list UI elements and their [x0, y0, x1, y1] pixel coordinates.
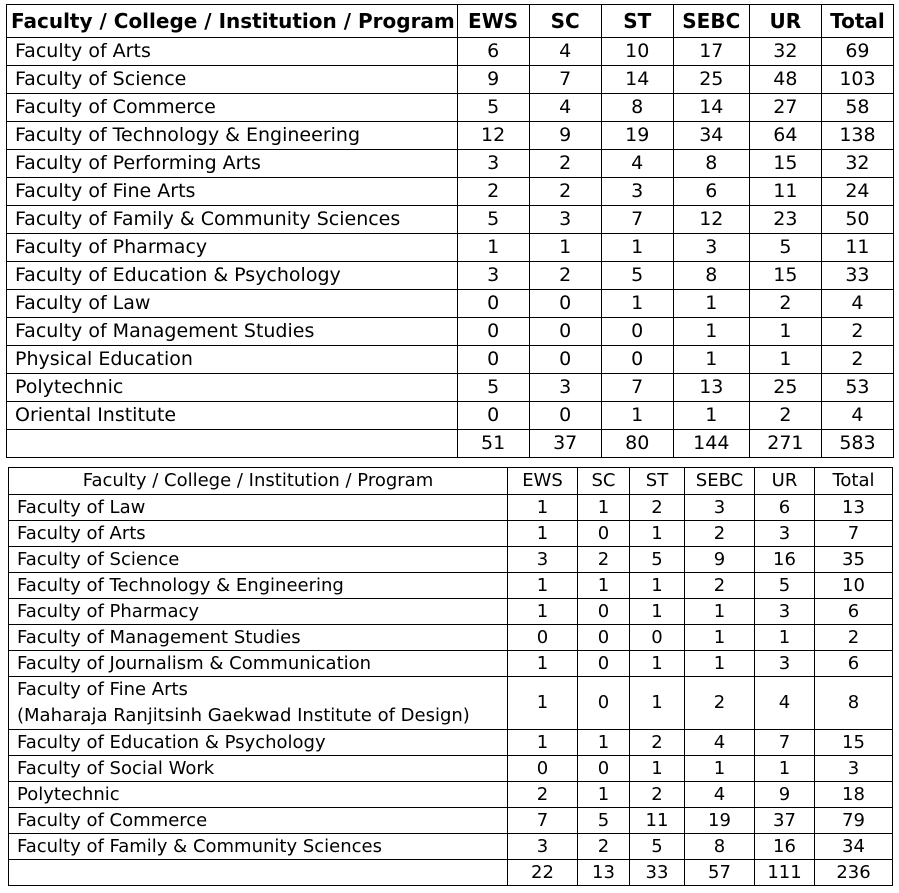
cell-program: Faculty of Science — [9, 547, 508, 573]
cell-sebc: 3 — [685, 495, 755, 521]
cell-ur: 64 — [749, 122, 821, 150]
header-st: ST — [630, 468, 685, 495]
cell-ur: 15 — [749, 262, 821, 290]
cell-program: Faculty of Performing Arts — [7, 150, 458, 178]
cell-ur: 1 — [755, 756, 815, 782]
cell-ews: 1 — [457, 234, 529, 262]
total-st: 33 — [630, 860, 685, 886]
cell-ews: 0 — [457, 402, 529, 430]
cell-program: Faculty of Education & Psychology — [9, 730, 508, 756]
cell-ews: 0 — [508, 756, 578, 782]
cell-st: 14 — [601, 66, 673, 94]
cell-sc: 0 — [578, 599, 630, 625]
cell-sc: 1 — [578, 495, 630, 521]
cell-ews: 5 — [457, 94, 529, 122]
cell-sebc: 2 — [685, 677, 755, 730]
cell-sebc: 14 — [673, 94, 749, 122]
cell-program: Faculty of Social Work — [9, 756, 508, 782]
cell-program: Faculty of Education & Psychology — [7, 262, 458, 290]
cell-ews: 1 — [508, 651, 578, 677]
header-total: Total — [815, 468, 893, 495]
cell-st: 8 — [601, 94, 673, 122]
header-ews: EWS — [457, 5, 529, 38]
cell-ur: 27 — [749, 94, 821, 122]
total-sebc: 57 — [685, 860, 755, 886]
header-ur: UR — [749, 5, 821, 38]
cell-ews: 3 — [457, 262, 529, 290]
cell-ews: 1 — [508, 730, 578, 756]
cell-sc: 2 — [529, 262, 601, 290]
cell-ur: 32 — [749, 38, 821, 66]
cell-st: 4 — [601, 150, 673, 178]
cell-total: 103 — [821, 66, 893, 94]
cell-program: Faculty of Fine Arts — [7, 178, 458, 206]
cell-sebc: 1 — [685, 625, 755, 651]
cell-st: 2 — [630, 782, 685, 808]
cell-st: 5 — [601, 262, 673, 290]
table-row — [9, 651, 893, 677]
table-row — [7, 346, 894, 374]
cell-sc: 0 — [529, 318, 601, 346]
cell-ews: 3 — [508, 834, 578, 860]
cell-ur: 2 — [749, 402, 821, 430]
cell-ews: 3 — [457, 150, 529, 178]
table-row — [9, 782, 893, 808]
cell-sebc: 1 — [685, 756, 755, 782]
cell-ews: 7 — [508, 808, 578, 834]
cell-sc: 4 — [529, 38, 601, 66]
cell-ews: 9 — [457, 66, 529, 94]
cell-sc: 1 — [578, 573, 630, 599]
header-sc: SC — [529, 5, 601, 38]
cell-sc: 2 — [578, 834, 630, 860]
total-ews: 51 — [457, 430, 529, 458]
cell-st: 7 — [601, 206, 673, 234]
cell-st: 7 — [601, 374, 673, 402]
cell-sc: 0 — [578, 651, 630, 677]
cell-ews: 1 — [508, 521, 578, 547]
cell-sc: 3 — [529, 206, 601, 234]
cell-total: 18 — [815, 782, 893, 808]
cell-st: 3 — [601, 178, 673, 206]
cell-ur: 5 — [749, 234, 821, 262]
cell-total: 10 — [815, 573, 893, 599]
table-row — [7, 290, 894, 318]
cell-sc: 0 — [529, 346, 601, 374]
cell-total: 58 — [821, 94, 893, 122]
table-row — [9, 730, 893, 756]
cell-total: 4 — [821, 402, 893, 430]
cell-ews: 3 — [508, 547, 578, 573]
table-row — [7, 234, 894, 262]
header-sebc: SEBC — [673, 5, 749, 38]
cell-st: 2 — [630, 495, 685, 521]
cell-ur: 11 — [749, 178, 821, 206]
cell-sebc: 1 — [673, 318, 749, 346]
cell-program: Faculty of Law — [9, 495, 508, 521]
cell-total: 50 — [821, 206, 893, 234]
cell-st: 1 — [601, 402, 673, 430]
header-ur: UR — [755, 468, 815, 495]
table-row — [9, 495, 893, 521]
cell-sc: 1 — [578, 782, 630, 808]
cell-sc: 3 — [529, 374, 601, 402]
cell-program — [9, 677, 508, 730]
cell-ur: 3 — [755, 521, 815, 547]
table-row — [9, 573, 893, 599]
program-name: Faculty of Fine Arts — [17, 679, 188, 700]
cell-st: 1 — [630, 521, 685, 547]
cell-total: 8 — [815, 677, 893, 730]
cell-sc: 0 — [578, 625, 630, 651]
table-row — [9, 808, 893, 834]
table-row — [7, 374, 894, 402]
header-program: Faculty / College / Institution / Program — [9, 468, 508, 495]
cell-sebc: 2 — [685, 573, 755, 599]
cell-ur: 16 — [755, 547, 815, 573]
cell-ur: 37 — [755, 808, 815, 834]
cell-sebc: 1 — [673, 346, 749, 374]
table-row — [9, 547, 893, 573]
cell-program: Faculty of Commerce — [9, 808, 508, 834]
table-header-row — [7, 5, 894, 38]
cell-st: 1 — [630, 756, 685, 782]
table-row — [7, 66, 894, 94]
cell-sc: 4 — [529, 94, 601, 122]
cell-st: 1 — [601, 290, 673, 318]
cell-sebc: 12 — [673, 206, 749, 234]
table-row — [9, 834, 893, 860]
cell-program: Oriental Institute — [7, 402, 458, 430]
cell-sebc: 1 — [673, 402, 749, 430]
cell-st: 1 — [630, 573, 685, 599]
cell-ur: 25 — [749, 374, 821, 402]
cell-sc: 2 — [529, 150, 601, 178]
cell-sc: 1 — [529, 234, 601, 262]
cell-sebc: 2 — [685, 521, 755, 547]
cell-sc: 2 — [578, 547, 630, 573]
cell-program: Faculty of Technology & Engineering — [9, 573, 508, 599]
total-total: 236 — [815, 860, 893, 886]
cell-ews: 0 — [457, 346, 529, 374]
table-row — [7, 122, 894, 150]
cell-ur: 1 — [755, 625, 815, 651]
cell-program: Faculty of Arts — [9, 521, 508, 547]
cell-st: 11 — [630, 808, 685, 834]
cell-sebc: 9 — [685, 547, 755, 573]
cell-total: 2 — [821, 318, 893, 346]
cell-ur: 2 — [749, 290, 821, 318]
cell-st: 5 — [630, 834, 685, 860]
cell-sc: 0 — [578, 521, 630, 547]
header-total: Total — [821, 5, 893, 38]
cell-total: 24 — [821, 178, 893, 206]
cell-sebc: 19 — [685, 808, 755, 834]
seat-table-2 — [8, 467, 893, 886]
cell-ews: 12 — [457, 122, 529, 150]
cell-ur: 3 — [755, 599, 815, 625]
total-program — [7, 430, 458, 458]
cell-sc: 0 — [529, 402, 601, 430]
table-row — [7, 178, 894, 206]
cell-program: Faculty of Science — [7, 66, 458, 94]
cell-program: Faculty of Management Studies — [7, 318, 458, 346]
cell-program: Faculty of Family & Community Sciences — [7, 206, 458, 234]
cell-sebc: 3 — [673, 234, 749, 262]
cell-ur: 16 — [755, 834, 815, 860]
cell-st: 0 — [601, 318, 673, 346]
cell-sebc: 4 — [685, 730, 755, 756]
cell-st: 2 — [630, 730, 685, 756]
cell-st: 1 — [630, 677, 685, 730]
cell-ur: 5 — [755, 573, 815, 599]
cell-total: 15 — [815, 730, 893, 756]
cell-total: 3 — [815, 756, 893, 782]
cell-ur: 15 — [749, 150, 821, 178]
table-row — [7, 262, 894, 290]
cell-sc: 5 — [578, 808, 630, 834]
total-ur: 271 — [749, 430, 821, 458]
program-subtitle: (Maharaja Ranjitsinh Gaekwad Institute of Design) — [17, 705, 470, 727]
table-row — [7, 94, 894, 122]
header-st: ST — [601, 5, 673, 38]
cell-program: Physical Education — [7, 346, 458, 374]
cell-total: 6 — [815, 599, 893, 625]
cell-total: 79 — [815, 808, 893, 834]
cell-sebc: 8 — [685, 834, 755, 860]
cell-ews: 1 — [508, 573, 578, 599]
cell-sebc: 6 — [673, 178, 749, 206]
cell-program: Polytechnic — [9, 782, 508, 808]
cell-ews: 2 — [508, 782, 578, 808]
cell-program: Faculty of Arts — [7, 38, 458, 66]
cell-program: Faculty of Law — [7, 290, 458, 318]
cell-sc: 0 — [529, 290, 601, 318]
cell-program: Faculty of Family & Community Sciences — [9, 834, 508, 860]
table-row — [9, 599, 893, 625]
table-row — [7, 206, 894, 234]
totals-row — [7, 430, 894, 458]
cell-program: Faculty of Pharmacy — [7, 234, 458, 262]
cell-sc: 2 — [529, 178, 601, 206]
cell-st: 10 — [601, 38, 673, 66]
cell-sebc: 25 — [673, 66, 749, 94]
table-row — [9, 625, 893, 651]
table-row — [7, 38, 894, 66]
cell-ur: 48 — [749, 66, 821, 94]
total-program — [9, 860, 508, 886]
cell-total: 53 — [821, 374, 893, 402]
cell-sebc: 34 — [673, 122, 749, 150]
table-row — [7, 150, 894, 178]
cell-ews: 1 — [508, 495, 578, 521]
cell-program: Polytechnic — [7, 374, 458, 402]
cell-sebc: 1 — [673, 290, 749, 318]
cell-sebc: 4 — [685, 782, 755, 808]
cell-total: 34 — [815, 834, 893, 860]
cell-ews: 0 — [457, 290, 529, 318]
cell-ews: 1 — [508, 677, 578, 730]
cell-total: 69 — [821, 38, 893, 66]
cell-program: Faculty of Journalism & Communication — [9, 651, 508, 677]
cell-ews: 1 — [508, 599, 578, 625]
cell-ur: 23 — [749, 206, 821, 234]
cell-sc: 1 — [578, 730, 630, 756]
cell-ews: 0 — [508, 625, 578, 651]
total-sebc: 144 — [673, 430, 749, 458]
cell-ews: 5 — [457, 206, 529, 234]
cell-total: 2 — [815, 625, 893, 651]
cell-st: 1 — [630, 599, 685, 625]
cell-st: 19 — [601, 122, 673, 150]
cell-ur: 1 — [749, 318, 821, 346]
header-sc: SC — [578, 468, 630, 495]
cell-sebc: 8 — [673, 262, 749, 290]
table-row — [9, 521, 893, 547]
cell-program: Faculty of Commerce — [7, 94, 458, 122]
cell-sebc: 17 — [673, 38, 749, 66]
cell-total: 32 — [821, 150, 893, 178]
cell-ur: 1 — [749, 346, 821, 374]
cell-total: 2 — [821, 346, 893, 374]
cell-total: 11 — [821, 234, 893, 262]
cell-sebc: 1 — [685, 651, 755, 677]
cell-ur: 7 — [755, 730, 815, 756]
cell-total: 6 — [815, 651, 893, 677]
cell-st: 5 — [630, 547, 685, 573]
table-row — [9, 756, 893, 782]
cell-program: Faculty of Management Studies — [9, 625, 508, 651]
cell-sc: 0 — [578, 756, 630, 782]
total-total: 583 — [821, 430, 893, 458]
cell-ews: 5 — [457, 374, 529, 402]
cell-st: 1 — [601, 234, 673, 262]
cell-ews: 2 — [457, 178, 529, 206]
total-sc: 37 — [529, 430, 601, 458]
cell-total: 35 — [815, 547, 893, 573]
table-header-row — [9, 468, 893, 495]
cell-st: 0 — [630, 625, 685, 651]
seat-table-1 — [6, 4, 894, 458]
totals-row — [9, 860, 893, 886]
cell-ur: 4 — [755, 677, 815, 730]
table-row — [7, 318, 894, 346]
cell-total: 33 — [821, 262, 893, 290]
cell-sebc: 8 — [673, 150, 749, 178]
table-row — [7, 402, 894, 430]
cell-total: 138 — [821, 122, 893, 150]
cell-total: 13 — [815, 495, 893, 521]
cell-ews: 0 — [457, 318, 529, 346]
cell-ur: 6 — [755, 495, 815, 521]
cell-sebc: 1 — [685, 599, 755, 625]
cell-total: 7 — [815, 521, 893, 547]
header-ews: EWS — [508, 468, 578, 495]
cell-total: 4 — [821, 290, 893, 318]
cell-program: Faculty of Pharmacy — [9, 599, 508, 625]
total-sc: 13 — [578, 860, 630, 886]
cell-st: 1 — [630, 651, 685, 677]
table-row — [9, 677, 893, 730]
total-ews: 22 — [508, 860, 578, 886]
cell-ur: 9 — [755, 782, 815, 808]
total-st: 80 — [601, 430, 673, 458]
total-ur: 111 — [755, 860, 815, 886]
cell-ur: 3 — [755, 651, 815, 677]
cell-program: Faculty of Technology & Engineering — [7, 122, 458, 150]
cell-sebc: 13 — [673, 374, 749, 402]
cell-st: 0 — [601, 346, 673, 374]
cell-ews: 6 — [457, 38, 529, 66]
header-program: Faculty / College / Institution / Program — [7, 5, 458, 38]
header-sebc: SEBC — [685, 468, 755, 495]
cell-sc: 0 — [578, 677, 630, 730]
cell-sc: 9 — [529, 122, 601, 150]
cell-sc: 7 — [529, 66, 601, 94]
